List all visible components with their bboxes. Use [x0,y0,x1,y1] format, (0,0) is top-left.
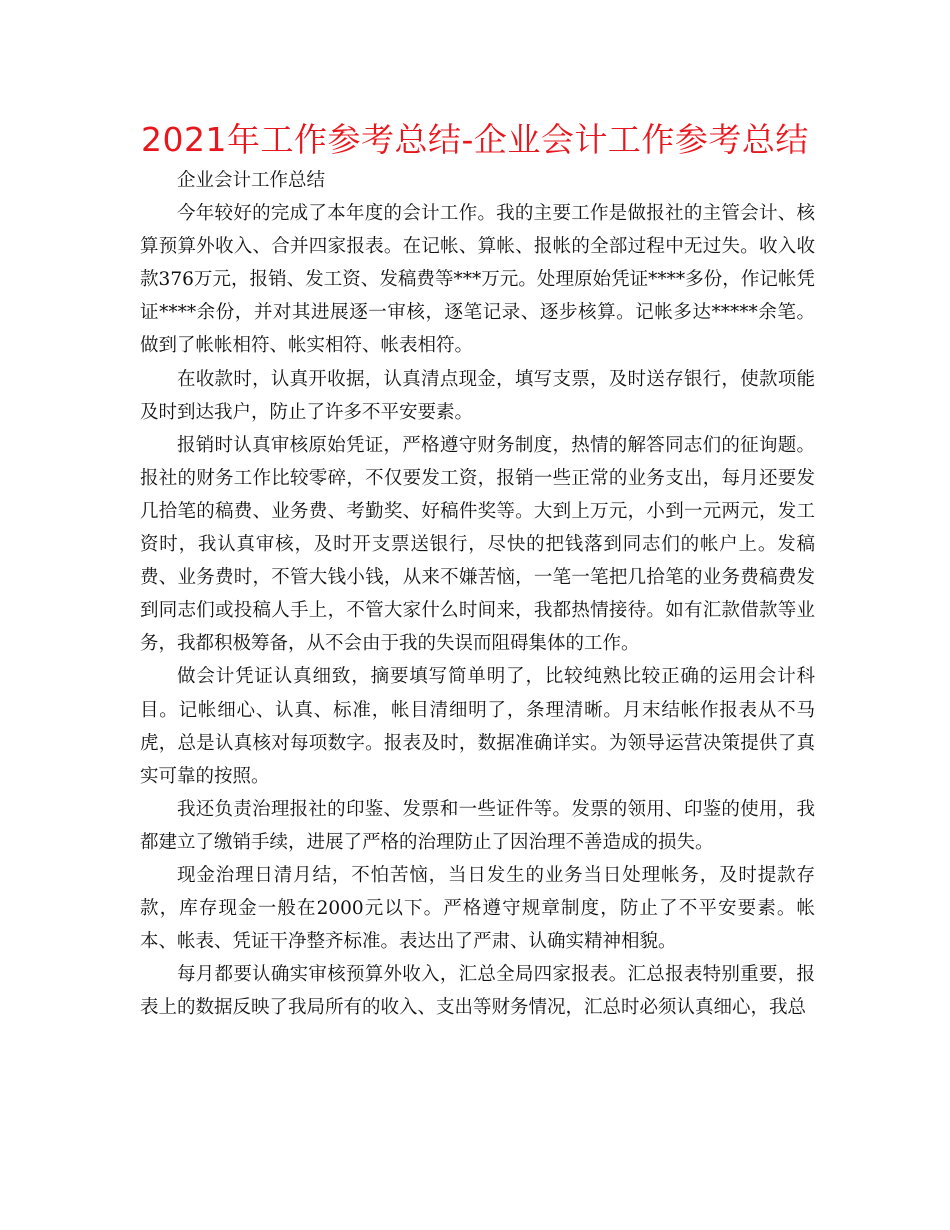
body-paragraph: 我还负责治理报社的印鉴、发票和一些证件等。发票的领用、印鉴的使用，我都建立了缴销手续，进展了严格的治理防止了因治理不善造成的损失。 [140,798,815,853]
body-paragraph: 每月都要认确实审核预算外收入，汇总全局四家报表。汇总报表特别重要，报表上的数据反映了我局所有的收入、支出等财务情况，汇总时必须认真细心，我总 [140,964,815,1019]
section-heading: 企业会计工作总结 [177,170,326,191]
document-body [140,164,815,1024]
document-title: 2021年工作参考总结-企业会计工作参考总结 [141,120,809,159]
body-paragraph: 做会计凭证认真细致，摘要填写简单明了，比较纯熟比较正确的运用会计科目。记帐细心、认真、标准，帐目清细明了，条理清晰。月末结帐作报表从不马虎，总是认真核对每项数字。报表及时，数据准确详实。为领导运营决策提供了真实可靠的按照。 [140,666,815,787]
body-paragraph: 现金治理日清月结，不怕苦恼，当日发生的业务当日处理帐务，及时提款存款，库存现金一般在2000元以下。严格遵守规章制度，防止了不平安要素。帐本、帐表、凭证干净整齐标准。表达出了严肃、认确实精神相貌。 [140,864,815,953]
body-paragraph: 在收款时，认真开收据，认真清点现金，填写支票，及时送存银行，使款项能及时到达我户，防止了许多不平安要素。 [140,368,815,423]
body-paragraph: 今年较好的完成了本年度的会计工作。我的主要工作是做报社的主管会计、核算预算外收入、合并四家报表。在记帐、算帐、报帐的全部过程中无过失。收入收款376万元，报销、发工资、发稿费等***万元。处理原始凭证****多份，作记帐凭证****余份，并对其进展逐一审核，逐笔记录、逐步核算。记帐多达*****余笔。做到了帐帐相符、帐实相符、帐表相符。 [140,203,815,357]
body-paragraph: 报销时认真审核原始凭证，严格遵守财务制度，热情的解答同志们的征询题。报社的财务工作比较零碎，不仅要发工资，报销一些正常的业务支出，每月还要发几拾笔的稿费、业务费、考勤奖、好稿件奖等。大到上万元，小到一元两元，发工资时，我认真审核，及时开支票送银行，尽快的把钱落到同志们的帐户上。发稿费、业务费时，不管大钱小钱，从来不嫌苦恼，一笔一笔把几拾笔的业务费稿费发到同志们或投稿人手上，不管大家什么时间来，我都热情接待。如有汇款借款等业务，我都积极筹备，从不会由于我的失误而阻碍集体的工作。 [140,434,815,655]
